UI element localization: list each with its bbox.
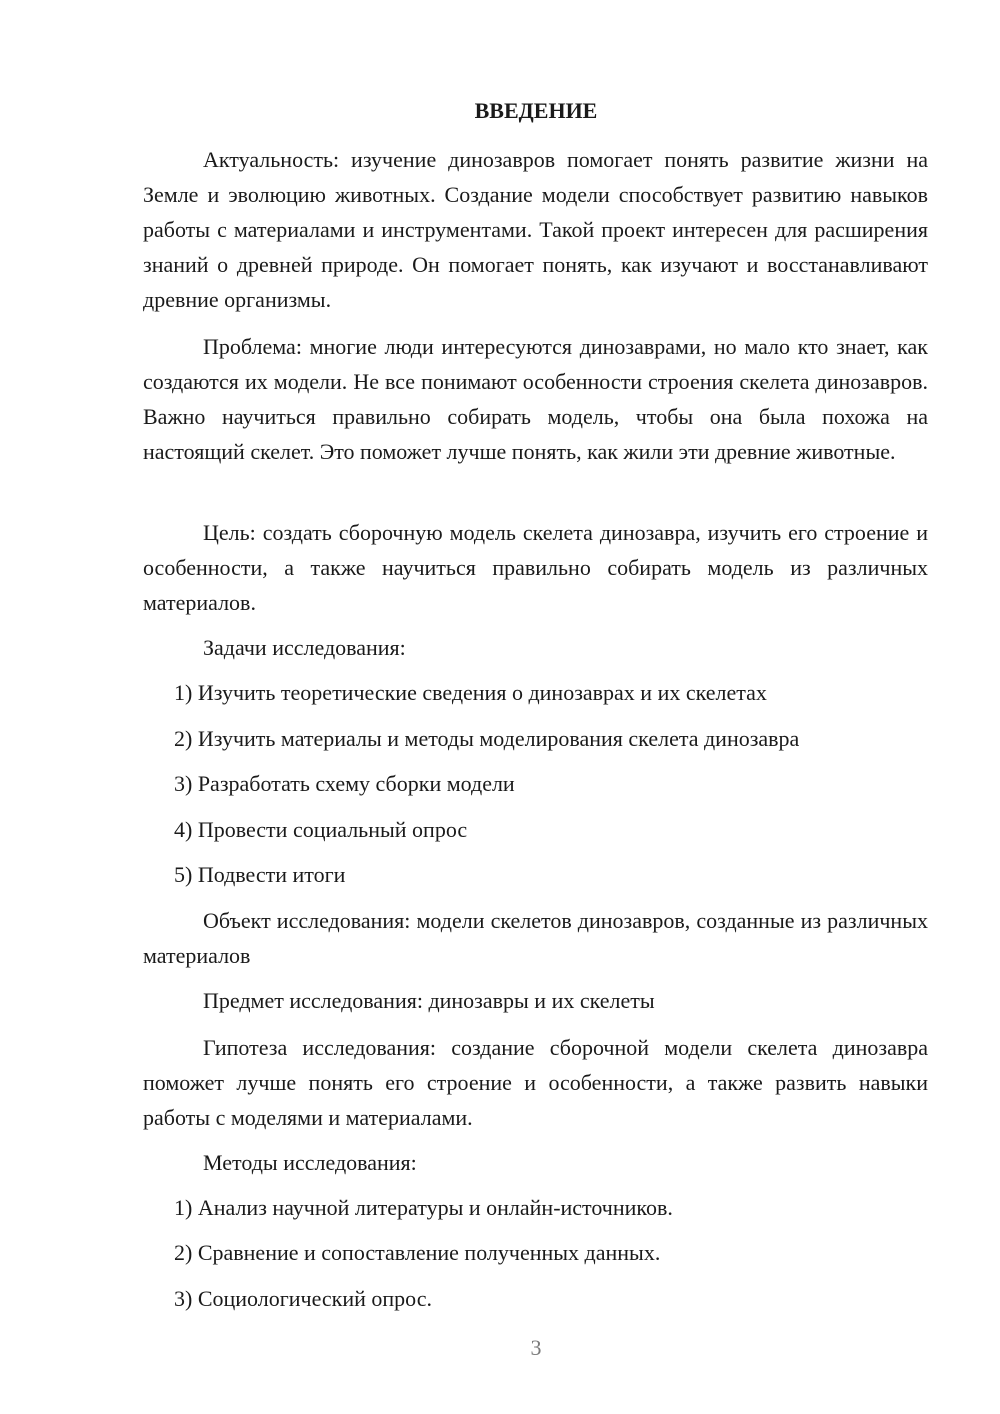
object-paragraph: Объект исследования: модели скелетов динозавров, созданные из различных материалов: [143, 908, 928, 968]
task-item-5: 5) Подвести итоги: [174, 862, 346, 887]
page-number: 3: [530, 1335, 542, 1360]
task-item-4: 4) Провести социальный опрос: [174, 817, 468, 842]
hypothesis-paragraph: Гипотеза исследования: создание сборочной модели скелета динозавра поможет лучше понять его строение и особенности, а также развить навыки работы с моделями и материалами.: [143, 1035, 928, 1130]
method-item-2: 2) Сравнение и сопоставление полученных данных.: [174, 1240, 661, 1265]
tasks-heading: Задачи исследования:: [203, 635, 406, 660]
method-item-3: 3) Социологический опрос.: [174, 1286, 432, 1311]
task-item-1: 1) Изучить теоретические сведения о динозаврах и их скелетах: [174, 680, 767, 705]
task-item-3: 3) Разработать схему сборки модели: [174, 771, 515, 796]
problem-paragraph: Проблема: многие люди интересуются динозаврами, но мало кто знает, как создаются их модели. Не все понимают особенности строения скелета динозавров. Важно научиться правильно собирать модель, чтобы она была похожа на настоящий скелет. Это поможет лучше понять, как жили эти древние животные.: [143, 334, 928, 464]
task-item-2: 2) Изучить материалы и методы моделирования скелета динозавра: [174, 726, 800, 751]
subject-paragraph: Предмет исследования: динозавры и их скелеты: [203, 988, 655, 1013]
method-item-1: 1) Анализ научной литературы и онлайн-источников.: [174, 1195, 673, 1220]
page-title: ВВЕДЕНИЕ: [474, 98, 598, 123]
goal-paragraph: Цель: создать сборочную модель скелета динозавра, изучить его строение и особенности, а также научиться правильно собирать модель из различных материалов.: [143, 520, 928, 615]
relevance-paragraph: Актуальность: изучение динозавров помогает понять развитие жизни на Земле и эволюцию животных. Создание модели способствует развитию навыков работы с материалами и инструментами. Такой проект интересен для расширения знаний о древней природе. Он помогает понять, как изучают и восстанавливают древние организмы.: [143, 147, 928, 312]
methods-heading: Методы исследования:: [203, 1150, 417, 1175]
